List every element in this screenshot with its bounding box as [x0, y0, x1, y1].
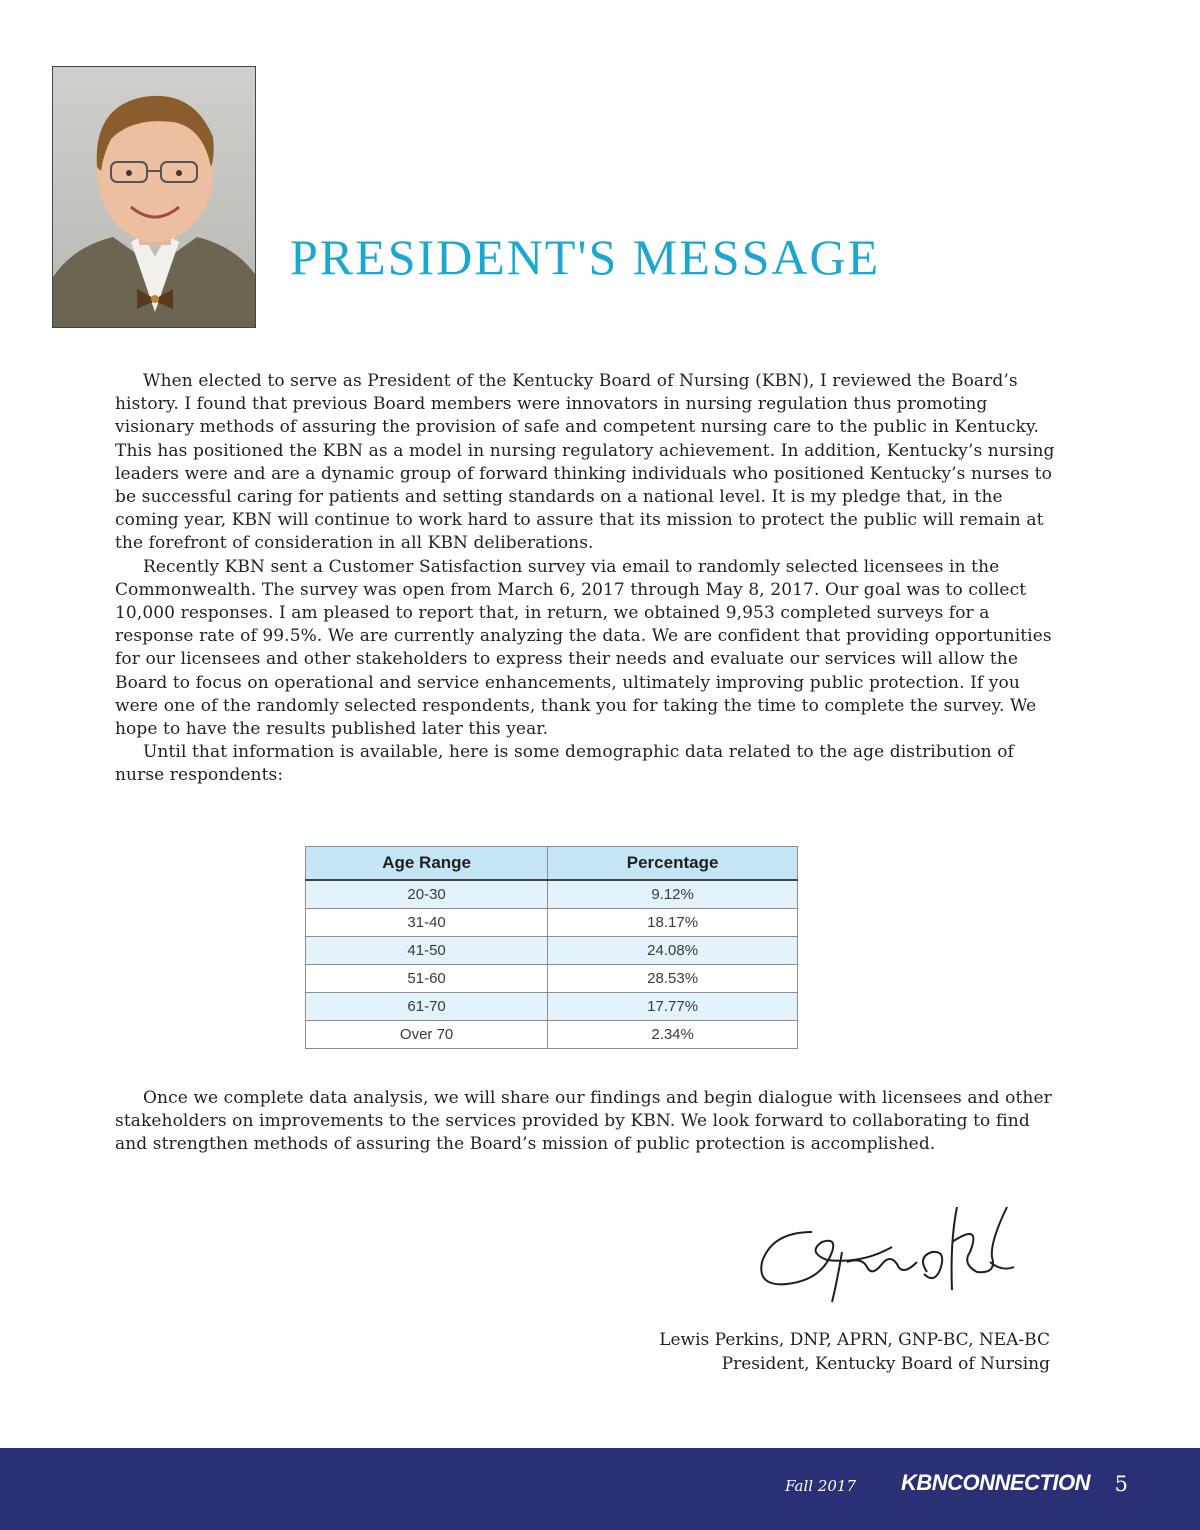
page-number: 5 — [1114, 1472, 1128, 1496]
table-row — [306, 993, 798, 1021]
issue-label: Fall 2017 — [785, 1477, 856, 1495]
age-distribution-table — [305, 846, 798, 1049]
signature-image — [752, 1202, 1022, 1312]
percentage-cell: 17.77% — [548, 993, 798, 1021]
age-range-cell: 31-40 — [306, 909, 548, 937]
paragraph: Recently KBN sent a Customer Satisfaction survey via email to randomly selected licensees in the Commonwealth. The survey was open from March 6, 2017 through May 8, 2017. Our goal was to collect 10,000 responses. I am pleased to report that, in return, we obtained 9,953 completed surveys for a response rate of 99.5%. We are currently analyzing the data. We are confident that providing opportunities for our licensees and other stakeholders to express their needs and evaluate our services will allow the Board to focus on operational and service enhancements, ultimately improving public protection. If you were one of the randomly selected respondents, thank you for taking the time to complete the survey. We hope to have the results published later this year. — [115, 556, 1052, 740]
table-row — [306, 965, 798, 993]
column-header-percentage: Percentage — [548, 847, 798, 881]
percentage-cell: 28.53% — [548, 965, 798, 993]
percentage-cell: 24.08% — [548, 937, 798, 965]
table-row — [306, 880, 798, 909]
signature-block — [659, 1328, 1050, 1376]
percentage-cell: 9.12% — [548, 880, 798, 909]
closing-text — [115, 1087, 1060, 1157]
brand-logo: KBNCONNECTION — [900, 1470, 1090, 1495]
table-header-row — [306, 847, 798, 881]
table-row — [306, 1021, 798, 1049]
footer-bar — [0, 1448, 1200, 1530]
percentage-cell: 2.34% — [548, 1021, 798, 1049]
signer-role: President, Kentucky Board of Nursing — [721, 1354, 1050, 1374]
percentage-cell: 18.17% — [548, 909, 798, 937]
age-range-cell: 51-60 — [306, 965, 548, 993]
column-header-age-range: Age Range — [306, 847, 548, 881]
page-title: PRESIDENT'S MESSAGE — [290, 229, 881, 285]
paragraph: Until that information is available, here is some demographic data related to the age distribution of nurse respondents: — [115, 742, 1014, 786]
age-range-cell: Over 70 — [306, 1021, 548, 1049]
intro-text — [115, 370, 1060, 788]
table-row — [306, 909, 798, 937]
president-photo — [52, 66, 256, 328]
paragraph: When elected to serve as President of the Kentucky Board of Nursing (KBN), I reviewed the Board’s history. I found that previous Board members were innovators in nursing regulation thus promoting visionary methods of assuring the provision of safe and competent nursing care to the public in Kentucky. This has positioned the KBN as a model in nursing regulatory achievement. In addition, Kentucky’s nursing leaders were and are a dynamic group of forward thinking individuals who positioned Kentucky’s nurses to be successful caring for patients and setting standards on a national level. It is my pledge that, in the coming year, KBN will continue to work hard to assure that its mission to protect the public will remain at the forefront of consideration in all KBN deliberations. — [115, 371, 1055, 554]
age-range-cell: 41-50 — [306, 937, 548, 965]
table-row — [306, 937, 798, 965]
age-range-cell: 20-30 — [306, 880, 548, 909]
age-range-cell: 61-70 — [306, 993, 548, 1021]
signer-name: Lewis Perkins, DNP, APRN, GNP-BC, NEA-BC — [659, 1330, 1050, 1350]
paragraph: Once we complete data analysis, we will share our findings and begin dialogue with licensees and other stakeholders on improvements to the services provided by KBN. We look forward to collaborating to find and strengthen methods of assuring the Board’s mission of public protection is accomplished. — [115, 1088, 1052, 1155]
